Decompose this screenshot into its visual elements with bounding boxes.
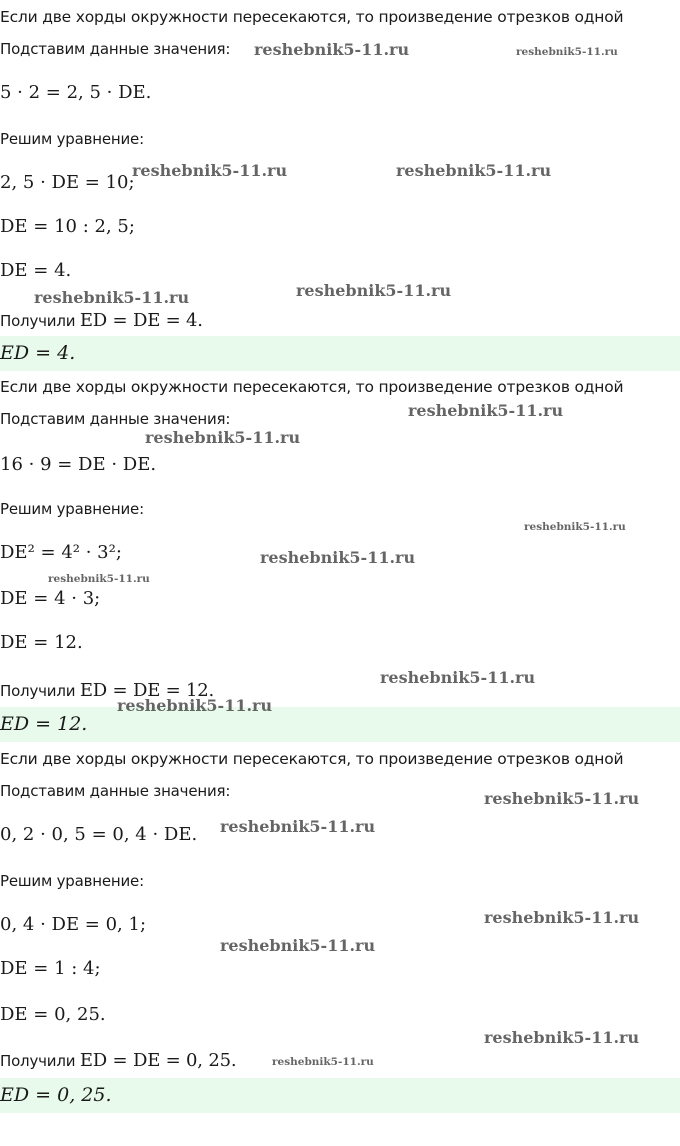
solution-3-result-label: Получили	[0, 1052, 76, 1070]
watermark: reshebnik5-11.ru	[380, 668, 536, 687]
solution-1-substitution: 5 · 2 = 2, 5 · DE.	[0, 82, 152, 103]
solution-3-substitution: 0, 2 · 0, 5 = 0, 4 · DE.	[0, 824, 198, 845]
solution-2-answer: ED = 12.	[0, 707, 680, 742]
watermark: reshebnik5-11.ru	[117, 696, 273, 715]
solution-2-step-1: DE² = 4² · 3²;	[0, 542, 122, 563]
solution-2-substitute-label: Подставим данные значения:	[0, 410, 231, 428]
solution-1-step-1: 2, 5 · DE = 10;	[0, 172, 135, 193]
solution-1-substitute-label: Подставим данные значения:	[0, 40, 231, 58]
solution-3-substitute-label: Подставим данные значения:	[0, 782, 231, 800]
solution-3-step-2: DE = 1 : 4;	[0, 958, 101, 979]
solution-1-solve-label: Решим уравнение:	[0, 130, 144, 148]
solution-3-result-math: ED = DE = 0, 25.	[79, 1050, 237, 1071]
watermark: reshebnik5-11.ru	[408, 401, 564, 420]
solution-2-intro: Если две хорды окружности пересекаются, то произведение отрезков одной	[0, 378, 624, 396]
solution-2-result-math: ED = DE = 12.	[79, 680, 215, 701]
solution-1-answer: ED = 4.	[0, 336, 680, 371]
watermark: reshebnik5-11.ru	[396, 161, 552, 180]
watermark: reshebnik5-11.ru	[132, 161, 288, 180]
solution-2-step-3: DE = 12.	[0, 632, 83, 653]
watermark: reshebnik5-11.ru	[48, 573, 150, 585]
solution-2-substitution: 16 · 9 = DE · DE.	[0, 454, 157, 475]
solution-3-step-1: 0, 4 · DE = 0, 1;	[0, 914, 147, 935]
solution-3-result	[0, 1050, 236, 1071]
watermark: reshebnik5-11.ru	[34, 288, 190, 307]
watermark: reshebnik5-11.ru	[524, 521, 626, 533]
solution-2-step-2: DE = 4 · 3;	[0, 588, 101, 609]
watermark: reshebnik5-11.ru	[484, 789, 640, 808]
watermark: reshebnik5-11.ru	[220, 936, 376, 955]
solution-1-result-label: Получили	[0, 312, 76, 330]
solution-1-result-math: ED = DE = 4.	[79, 310, 203, 331]
solution-1-step-2: DE = 10 : 2, 5;	[0, 216, 135, 237]
watermark: reshebnik5-11.ru	[516, 46, 618, 58]
solution-2-result-label: Получили	[0, 682, 76, 700]
watermark: reshebnik5-11.ru	[296, 281, 452, 300]
solution-2-solve-label: Решим уравнение:	[0, 500, 144, 518]
solution-3-step-3: DE = 0, 25.	[0, 1004, 106, 1025]
solution-1-intro: Если две хорды окружности пересекаются, то произведение отрезков одной	[0, 8, 624, 26]
solution-3-answer: ED = 0, 25.	[0, 1078, 680, 1113]
watermark: reshebnik5-11.ru	[260, 548, 416, 567]
watermark: reshebnik5-11.ru	[484, 1028, 640, 1047]
watermark: reshebnik5-11.ru	[272, 1056, 374, 1068]
solution-3-solve-label: Решим уравнение:	[0, 872, 144, 890]
solution-3-intro: Если две хорды окружности пересекаются, то произведение отрезков одной	[0, 750, 624, 768]
watermark: reshebnik5-11.ru	[254, 40, 410, 59]
solution-1-result	[0, 310, 203, 331]
watermark: reshebnik5-11.ru	[220, 817, 376, 836]
watermark: reshebnik5-11.ru	[484, 908, 640, 927]
watermark: reshebnik5-11.ru	[145, 428, 301, 447]
solution-1-step-3: DE = 4.	[0, 260, 72, 281]
